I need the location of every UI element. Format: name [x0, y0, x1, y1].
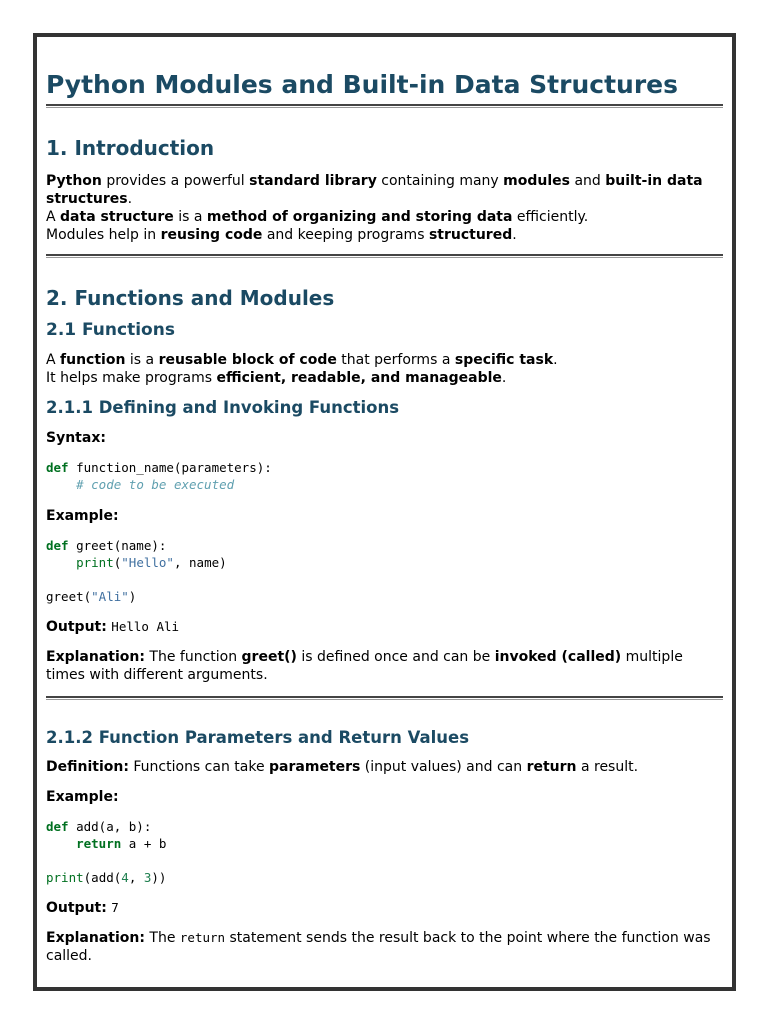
syntax-label: Syntax:: [46, 430, 106, 446]
section-introduction-heading: 1. Introduction: [46, 136, 215, 160]
divider: [46, 104, 723, 108]
explanation-paragraph: Explanation: The function greet() is defined once and can be invoked (called) multiple times with different arguments.: [46, 649, 683, 683]
example-code-block: def greet(name): print("Hello", name): [46, 538, 227, 570]
syntax-code-block: def function_name(parameters): # code to be executed: [46, 460, 272, 492]
divider: [46, 696, 723, 700]
output-line: Output: Hello Ali: [46, 619, 180, 635]
intro-paragraph-2: A data structure is a method of organizing and storing data efficiently.: [46, 209, 589, 225]
example-call-line: greet("Ali"): [46, 589, 137, 604]
document-frame: [33, 33, 736, 991]
page-title: Python Modules and Built-in Data Structures: [46, 70, 678, 99]
example-label: Example:: [46, 789, 119, 805]
divider: [46, 254, 723, 258]
add-call-line: print(add(4, 3)): [46, 870, 167, 885]
params-return-heading: 2.1.2 Function Parameters and Return Values: [46, 728, 470, 747]
explanation-paragraph: Explanation: The return statement sends the result back to the point where the function was called.: [46, 930, 711, 964]
definition-paragraph: Definition: Functions can take parameters (input values) and can return a result.: [46, 759, 639, 775]
functions-paragraph-1: A function is a reusable block of code that performs a specific task.: [46, 352, 558, 368]
intro-paragraph-3: Modules help in reusing code and keeping programs structured.: [46, 227, 517, 243]
example-label: Example:: [46, 508, 119, 524]
section-functions-modules-heading: 2. Functions and Modules: [46, 286, 335, 310]
output-line: Output: 7: [46, 900, 119, 916]
add-code-block: def add(a, b): return a + b: [46, 819, 167, 851]
functions-paragraph-2: It helps make programs efficient, readable, and manageable.: [46, 370, 507, 386]
subsection-functions-heading: 2.1 Functions: [46, 320, 175, 340]
defining-functions-heading: 2.1.1 Defining and Invoking Functions: [46, 398, 400, 417]
intro-paragraph-1: Python provides a powerful standard library containing many modules and built-in data structures.: [46, 173, 703, 207]
